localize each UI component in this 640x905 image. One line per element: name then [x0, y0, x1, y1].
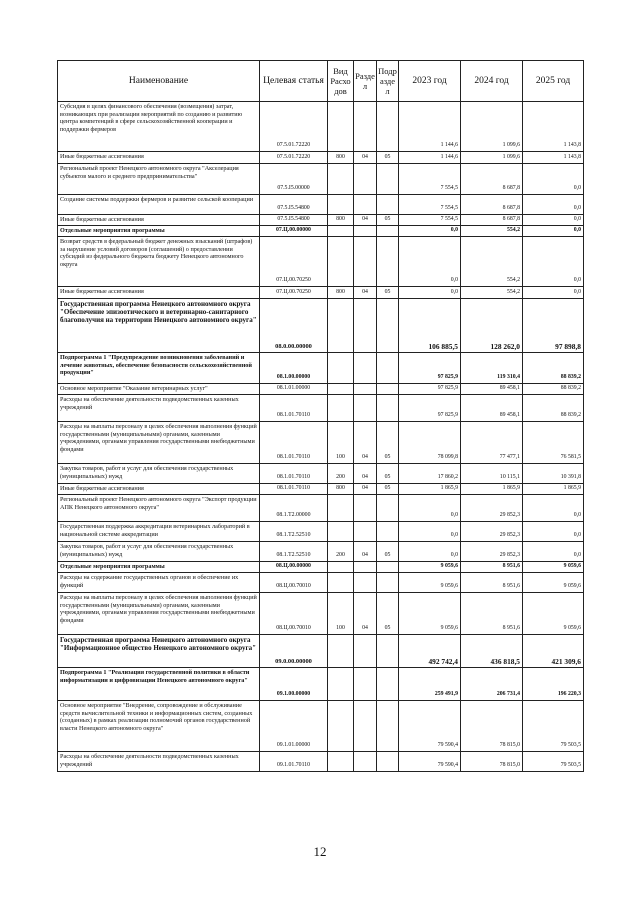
- row-value-2024: 8 687,8: [461, 164, 523, 195]
- row-value-2024: 1 099,6: [461, 102, 523, 152]
- row-expense-type: [328, 353, 354, 384]
- row-value-2025: 0,0: [523, 237, 584, 287]
- row-section: [354, 668, 377, 701]
- row-section: 04: [354, 542, 377, 562]
- row-value-2024: 29 852,3: [461, 522, 523, 542]
- row-value-2023: 106 885,5: [399, 299, 461, 353]
- row-section: 04: [354, 152, 377, 164]
- row-value-2023: 0,0: [399, 237, 461, 287]
- row-expense-type: [328, 195, 354, 215]
- row-section: [354, 395, 377, 422]
- row-value-2023: 0,0: [399, 542, 461, 562]
- row-value-2024: 8 951,6: [461, 573, 523, 593]
- table-row: [58, 635, 584, 668]
- row-section: [354, 299, 377, 353]
- table-row: [58, 593, 584, 635]
- row-value-2023: 1 144,6: [399, 152, 461, 164]
- row-target-article: 07.5.01.72220: [260, 102, 328, 152]
- row-value-2024: 1 865,9: [461, 484, 523, 495]
- row-section: [354, 752, 377, 772]
- row-expense-type: [328, 299, 354, 353]
- budget-table: [57, 60, 584, 772]
- table-row: [58, 542, 584, 562]
- row-section: [354, 102, 377, 152]
- row-subsection: [377, 164, 399, 195]
- table-row: [58, 299, 584, 353]
- row-name: Иные бюджетные ассигнования: [58, 287, 260, 299]
- table-row: [58, 422, 584, 464]
- row-target-article: 07.Ц.00.70250: [260, 237, 328, 287]
- row-value-2024: 78 815,0: [461, 752, 523, 772]
- row-value-2023: 9 059,6: [399, 573, 461, 593]
- row-target-article: 09.1.01.00000: [260, 701, 328, 752]
- row-name: Иные бюджетные ассигнования: [58, 152, 260, 164]
- header-section: Раздел: [354, 61, 377, 102]
- row-name: Региональный проект Ненецкого автономного округа "Акселерация субъектов малого и среднего предпринимательства": [58, 164, 260, 195]
- row-value-2024: 554,2: [461, 237, 523, 287]
- row-expense-type: [328, 495, 354, 522]
- row-subsection: 05: [377, 464, 399, 484]
- row-value-2023: 1 144,6: [399, 102, 461, 152]
- table-header-row: [58, 61, 584, 102]
- row-expense-type: [328, 237, 354, 287]
- row-target-article: 08.1.T2.00000: [260, 495, 328, 522]
- row-subsection: 05: [377, 422, 399, 464]
- row-value-2024: 8 687,8: [461, 215, 523, 226]
- row-subsection: [377, 237, 399, 287]
- row-section: [354, 635, 377, 668]
- row-target-article: 08.1.T2.52510: [260, 542, 328, 562]
- row-subsection: 05: [377, 542, 399, 562]
- row-value-2024: 206 731,4: [461, 668, 523, 701]
- row-name: Подпрограмма 1 "Реализация государственной политики в области информатизации и цифровизации Ненецкого автономного округа": [58, 668, 260, 701]
- row-value-2025: 9 059,6: [523, 562, 584, 573]
- row-name: Расходы на содержание государственных органов и обеспечение их функций: [58, 573, 260, 593]
- row-value-2025: 10 391,8: [523, 464, 584, 484]
- row-target-article: 08.1.T2.52510: [260, 522, 328, 542]
- row-subsection: 05: [377, 287, 399, 299]
- row-value-2025: 196 220,3: [523, 668, 584, 701]
- table-row: [58, 573, 584, 593]
- header-target-article: Целевая статья: [260, 61, 328, 102]
- row-subsection: [377, 395, 399, 422]
- table-row: [58, 668, 584, 701]
- row-target-article: 08.Ц.00.00000: [260, 562, 328, 573]
- row-value-2023: 97 825,9: [399, 384, 461, 395]
- row-value-2023: 492 742,4: [399, 635, 461, 668]
- row-name: Основное мероприятие "Оказание ветеринарных услуг": [58, 384, 260, 395]
- row-section: 04: [354, 484, 377, 495]
- row-expense-type: 800: [328, 152, 354, 164]
- header-year-2024: 2024 год: [461, 61, 523, 102]
- table-row: [58, 195, 584, 215]
- row-value-2024: 119 310,4: [461, 353, 523, 384]
- row-value-2023: 0,0: [399, 495, 461, 522]
- row-value-2023: 17 860,2: [399, 464, 461, 484]
- row-name: Подпрограмма 1 "Предупреждение возникновения заболеваний и лечение животных, обеспечение безопасности сельскохозяйственной продукции": [58, 353, 260, 384]
- row-value-2023: 7 554,5: [399, 215, 461, 226]
- row-value-2025: 0,0: [523, 195, 584, 215]
- row-value-2025: 88 839,2: [523, 395, 584, 422]
- row-subsection: 05: [377, 484, 399, 495]
- row-value-2023: 9 059,6: [399, 562, 461, 573]
- row-subsection: 05: [377, 215, 399, 226]
- row-section: [354, 522, 377, 542]
- row-target-article: 07.5.I5.00000: [260, 164, 328, 195]
- row-value-2024: 89 458,1: [461, 395, 523, 422]
- budget-table-sheet: [57, 60, 583, 772]
- row-subsection: [377, 353, 399, 384]
- row-target-article: 08.1.01.70110: [260, 484, 328, 495]
- row-subsection: [377, 635, 399, 668]
- row-expense-type: 100: [328, 593, 354, 635]
- row-value-2023: 0,0: [399, 226, 461, 237]
- row-target-article: 08.1.01.70110: [260, 464, 328, 484]
- row-name: Государственная программа Ненецкого автономного округа "Обеспечение эпизоотического и ветеринарно-санитарного благополучия на территории Ненецкого автономного округа": [58, 299, 260, 353]
- row-value-2023: 7 554,5: [399, 195, 461, 215]
- row-name: Расходы на выплаты персоналу в целях обеспечения выполнения функций государственными (муниципальными) органами, казенными учреждениями, органами управления государственными внебюджетными фондами: [58, 422, 260, 464]
- row-section: [354, 195, 377, 215]
- row-name: Создание системы поддержки фермеров и развитие сельской кооперации: [58, 195, 260, 215]
- table-row: [58, 102, 584, 152]
- row-target-article: 08.1.01.70110: [260, 422, 328, 464]
- row-section: 04: [354, 464, 377, 484]
- row-value-2025: 79 503,5: [523, 752, 584, 772]
- row-value-2025: 0,0: [523, 522, 584, 542]
- row-value-2023: 79 590,4: [399, 752, 461, 772]
- row-expense-type: [328, 384, 354, 395]
- row-value-2023: 9 059,6: [399, 593, 461, 635]
- table-row: [58, 562, 584, 573]
- page-number: 12: [313, 844, 327, 859]
- row-value-2025: 76 581,5: [523, 422, 584, 464]
- row-value-2023: 7 554,5: [399, 164, 461, 195]
- row-value-2025: 1 865,9: [523, 484, 584, 495]
- row-value-2025: 0,0: [523, 164, 584, 195]
- row-value-2025: 9 059,6: [523, 593, 584, 635]
- row-section: 04: [354, 287, 377, 299]
- row-section: [354, 562, 377, 573]
- row-value-2023: 1 865,9: [399, 484, 461, 495]
- row-value-2025: 0,0: [523, 226, 584, 237]
- row-value-2025: 0,0: [523, 495, 584, 522]
- row-expense-type: 200: [328, 542, 354, 562]
- row-value-2024: 77 477,1: [461, 422, 523, 464]
- row-value-2025: 88 839,2: [523, 384, 584, 395]
- table-row: [58, 353, 584, 384]
- row-value-2024: 8 687,8: [461, 195, 523, 215]
- row-subsection: [377, 668, 399, 701]
- table-row: [58, 395, 584, 422]
- row-subsection: [377, 522, 399, 542]
- row-name: Государственная поддержка аккредитации ветеринарных лабораторий в национальной системе аккредитации: [58, 522, 260, 542]
- row-expense-type: [328, 226, 354, 237]
- row-value-2024: 128 262,0: [461, 299, 523, 353]
- row-value-2023: 0,0: [399, 522, 461, 542]
- row-name: Закупка товаров, работ и услуг для обеспечения государственных (муниципальных) нужд: [58, 542, 260, 562]
- row-value-2024: 29 852,3: [461, 495, 523, 522]
- row-expense-type: 200: [328, 464, 354, 484]
- row-subsection: [377, 573, 399, 593]
- row-value-2023: 97 825,9: [399, 353, 461, 384]
- row-target-article: 08.1.01.00000: [260, 384, 328, 395]
- row-name: Иные бюджетные ассигнования: [58, 484, 260, 495]
- row-value-2024: 8 951,6: [461, 593, 523, 635]
- table-row: [58, 226, 584, 237]
- row-value-2024: 8 951,6: [461, 562, 523, 573]
- row-value-2025: 97 898,8: [523, 299, 584, 353]
- row-section: [354, 237, 377, 287]
- row-value-2024: 1 099,6: [461, 152, 523, 164]
- row-expense-type: 100: [328, 422, 354, 464]
- row-target-article: 07.5.I5.54800: [260, 195, 328, 215]
- row-name: Государственная программа Ненецкого автономного округа "Информационное общество Ненецкого автономного округа": [58, 635, 260, 668]
- row-name: Региональный проект Ненецкого автономного округа "Экспорт продукции АПК Ненецкого автономного округа": [58, 495, 260, 522]
- row-section: [354, 353, 377, 384]
- row-target-article: 07.Ц.00.70250: [260, 287, 328, 299]
- row-name: Основное мероприятие "Внедрение, сопровождение и обслуживание средств вычислительной техники и информационных систем, созданных (созданных) в рамках реализации полномочий органов государственной власти Ненецкого автономного округа": [58, 701, 260, 752]
- row-section: [354, 226, 377, 237]
- row-value-2025: 0,0: [523, 542, 584, 562]
- row-name: Расходы на обеспечение деятельности подведомственных казенных учреждений: [58, 395, 260, 422]
- header-year-2023: 2023 год: [399, 61, 461, 102]
- table-row: [58, 752, 584, 772]
- row-subsection: [377, 102, 399, 152]
- row-section: 04: [354, 215, 377, 226]
- row-expense-type: [328, 573, 354, 593]
- row-subsection: [377, 195, 399, 215]
- row-section: 04: [354, 422, 377, 464]
- row-target-article: 07.5.01.72220: [260, 152, 328, 164]
- row-value-2024: 78 815,0: [461, 701, 523, 752]
- table-row: [58, 287, 584, 299]
- row-name: Расходы на обеспечение деятельности подведомственных казенных учреждений: [58, 752, 260, 772]
- row-name: Отдельные мероприятия программы: [58, 226, 260, 237]
- row-subsection: [377, 752, 399, 772]
- table-row: [58, 522, 584, 542]
- row-subsection: [377, 701, 399, 752]
- row-target-article: 08.Ц.00.70010: [260, 573, 328, 593]
- row-section: [354, 164, 377, 195]
- row-subsection: [377, 299, 399, 353]
- row-value-2023: 0,0: [399, 287, 461, 299]
- row-name: Субсидия в целях финансового обеспечения (возмещения) затрат, возникающих при реализации мероприятий по созданию и развитию центра компетенций в сфере сельскохозяйственной кооперации и поддержки фермеров: [58, 102, 260, 152]
- row-subsection: 05: [377, 152, 399, 164]
- row-target-article: 07.Ц.00.00000: [260, 226, 328, 237]
- header-subsection: Подраздел: [377, 61, 399, 102]
- table-row: [58, 215, 584, 226]
- row-name: Возврат средств в федеральный бюджет денежных взысканий (штрафов) за нарушение условий договоров (соглашений) о предоставлении субсидий из федерального бюджета бюджету Ненецкого автономного округа: [58, 237, 260, 287]
- row-section: [354, 573, 377, 593]
- row-section: [354, 701, 377, 752]
- row-name: Иные бюджетные ассигнования: [58, 215, 260, 226]
- row-target-article: 08.Ц.00.70010: [260, 593, 328, 635]
- row-value-2025: 88 839,2: [523, 353, 584, 384]
- row-target-article: 09.1.01.70110: [260, 752, 328, 772]
- row-value-2024: 554,2: [461, 287, 523, 299]
- row-value-2023: 78 099,8: [399, 422, 461, 464]
- row-expense-type: [328, 701, 354, 752]
- table-row: [58, 495, 584, 522]
- row-subsection: [377, 562, 399, 573]
- row-value-2025: 1 143,8: [523, 102, 584, 152]
- table-row: [58, 464, 584, 484]
- table-row: [58, 164, 584, 195]
- row-subsection: [377, 226, 399, 237]
- row-value-2025: 9 059,6: [523, 573, 584, 593]
- row-expense-type: [328, 395, 354, 422]
- row-section: [354, 495, 377, 522]
- row-subsection: [377, 384, 399, 395]
- row-target-article: 08.0.00.00000: [260, 299, 328, 353]
- row-expense-type: 800: [328, 484, 354, 495]
- table-row: [58, 701, 584, 752]
- row-value-2023: 79 590,4: [399, 701, 461, 752]
- row-name: Закупка товаров, работ и услуг для обеспечения государственных (муниципальных) нужд: [58, 464, 260, 484]
- table-body: [58, 102, 584, 772]
- header-expense-type: Вид Расходов: [328, 61, 354, 102]
- row-value-2025: 421 309,6: [523, 635, 584, 668]
- header-year-2025: 2025 год: [523, 61, 584, 102]
- table-row: [58, 152, 584, 164]
- row-section: 04: [354, 593, 377, 635]
- row-value-2023: 97 825,9: [399, 395, 461, 422]
- row-name: Расходы на выплаты персоналу в целях обеспечения выполнения функций государственными (муниципальными) органами, казенными учреждениями, органами управления государственными внебюджетными фондами: [58, 593, 260, 635]
- row-value-2024: 89 458,1: [461, 384, 523, 395]
- row-expense-type: [328, 562, 354, 573]
- row-value-2025: 79 503,5: [523, 701, 584, 752]
- row-subsection: [377, 495, 399, 522]
- row-name: Отдельные мероприятия программы: [58, 562, 260, 573]
- row-value-2025: 0,0: [523, 287, 584, 299]
- header-name: Наименование: [58, 61, 260, 102]
- row-expense-type: 800: [328, 287, 354, 299]
- row-value-2023: 259 491,9: [399, 668, 461, 701]
- table-row: [58, 237, 584, 287]
- row-expense-type: [328, 522, 354, 542]
- row-value-2024: 436 818,5: [461, 635, 523, 668]
- row-expense-type: [328, 752, 354, 772]
- row-value-2025: 0,0: [523, 215, 584, 226]
- row-expense-type: [328, 102, 354, 152]
- row-subsection: 05: [377, 593, 399, 635]
- row-expense-type: 800: [328, 215, 354, 226]
- row-value-2024: 29 852,3: [461, 542, 523, 562]
- row-target-article: 09.1.00.00000: [260, 668, 328, 701]
- table-row: [58, 384, 584, 395]
- row-target-article: 08.1.00.00000: [260, 353, 328, 384]
- row-target-article: 07.5.I5.54800: [260, 215, 328, 226]
- table-row: [58, 484, 584, 495]
- row-value-2024: 554,2: [461, 226, 523, 237]
- row-expense-type: [328, 164, 354, 195]
- row-section: [354, 384, 377, 395]
- row-value-2024: 10 115,1: [461, 464, 523, 484]
- row-target-article: 09.0.00.00000: [260, 635, 328, 668]
- row-expense-type: [328, 635, 354, 668]
- row-target-article: 08.1.01.70110: [260, 395, 328, 422]
- row-expense-type: [328, 668, 354, 701]
- row-value-2025: 1 143,8: [523, 152, 584, 164]
